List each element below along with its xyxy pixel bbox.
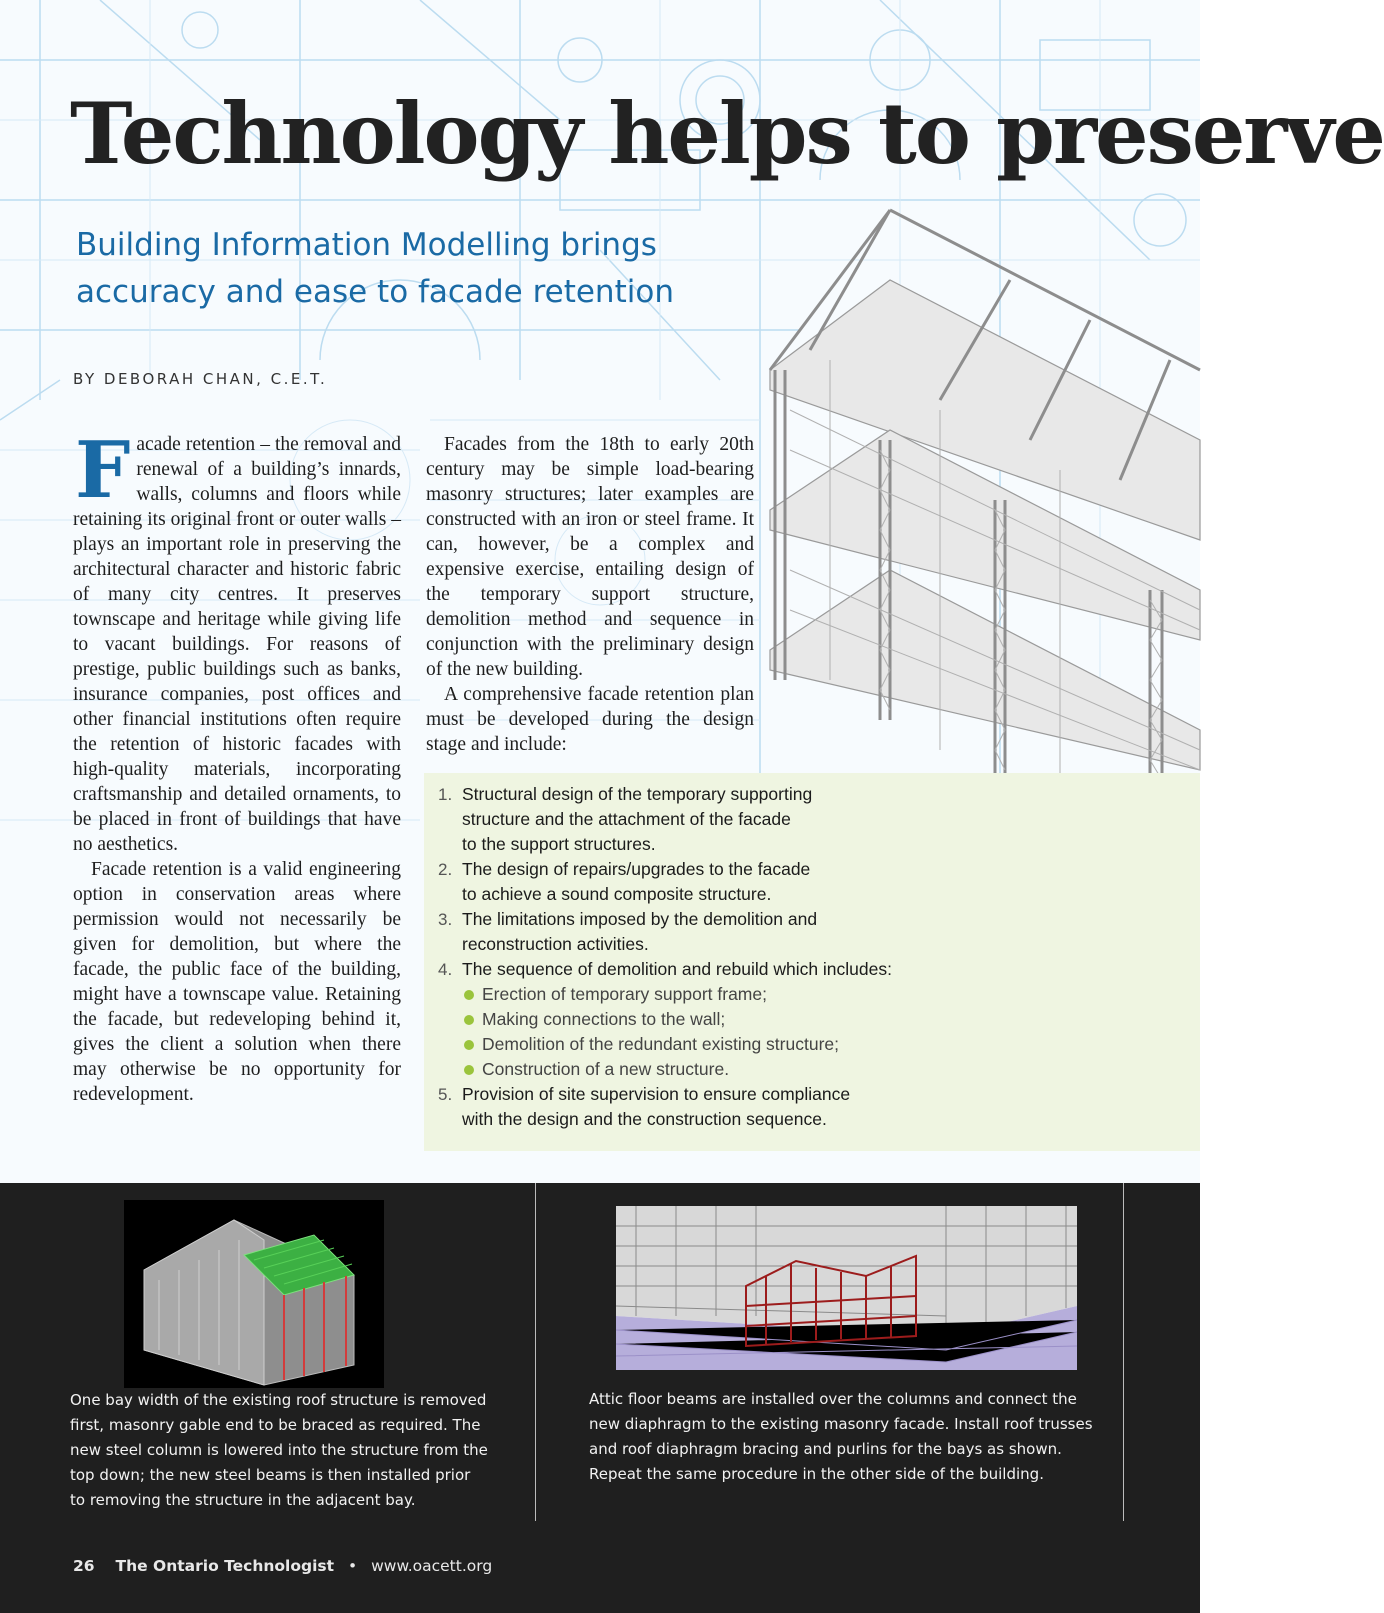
step-text: with the design and the construction sequence. (462, 1109, 827, 1129)
list-item (438, 907, 1098, 957)
magazine-name: The Ontario Technologist (115, 1557, 335, 1575)
bullet-icon (464, 1015, 474, 1025)
subtitle-line-2: accuracy and ease to facade retention (76, 274, 674, 310)
figure-2-bim-model (616, 1206, 1077, 1370)
bullet-icon (464, 1040, 474, 1050)
step-number: 3. (438, 910, 453, 929)
body-column-2 (426, 432, 754, 757)
dropcap: F (75, 425, 131, 516)
subtitle (76, 222, 716, 316)
bullet-icon (464, 990, 474, 1000)
page-number: 26 (73, 1557, 95, 1575)
website-link[interactable]: www.oacett.org (371, 1557, 493, 1575)
figure-1-caption: One bay width of the existing roof structure is removed first, masonry gable end to be braced as required. The new steel column is lowered into the structure from the top down; the new steel beams is then installed prior to removing the structure in the adjacent bay. (70, 1391, 488, 1509)
sub-list-item (462, 1057, 1098, 1082)
sub-item-text: Making connections to the wall; (482, 1009, 726, 1029)
step-number: 1. (438, 785, 453, 804)
step-text: The sequence of demolition and rebuild which includes: (462, 959, 892, 979)
paragraph-4: A comprehensive facade retention plan must be developed during the design stage and include: (426, 684, 754, 755)
subtitle-line-1: Building Information Modelling brings (76, 227, 657, 263)
step-number: 2. (438, 860, 453, 879)
step-number: 4. (438, 960, 453, 979)
sub-item-text: Erection of temporary support frame; (482, 984, 767, 1004)
figure-1-bim-model (124, 1200, 384, 1388)
paragraph-2: Facade retention is a valid engineering option in conservation areas where permission would not necessarily be given for demolition, but where the facade, the public face of the building, might have a townscape value. Retaining the facade, but redeveloping behind it, gives the client a solution when there may otherwise be no opportunity for redevelopment. (73, 859, 401, 1105)
body-column-1 (73, 425, 401, 1107)
sub-item-text: Construction of a new structure. (482, 1059, 730, 1079)
page-footer (73, 1557, 492, 1575)
step-text: to achieve a sound composite structure. (462, 884, 772, 904)
list-item (438, 782, 1098, 857)
retention-plan-steps (438, 782, 1098, 1132)
step-text: Provision of site supervision to ensure compliance (462, 1084, 851, 1104)
paragraph-1 (73, 425, 401, 857)
sub-list-item (462, 1007, 1098, 1032)
byline: BY DEBORAH CHAN, C.E.T. (73, 370, 328, 388)
paragraph-3: Facades from the 18th to early 20th century may be simple load-bearing masonry structures; later examples are constructed with an iron or steel frame. It can, however, be a complex and expensive exercise, entailing design of the temporary support structure, demolition method and sequence in conjunction with the preliminary design of the new building. (426, 434, 754, 680)
step-number: 5. (438, 1085, 453, 1104)
sub-list-item (462, 982, 1098, 1007)
sub-list-item (462, 1032, 1098, 1057)
step-text: structure and the attachment of the facade (462, 809, 791, 829)
page-title: Technology helps to preserve (70, 84, 1384, 183)
list-item (438, 957, 1098, 1082)
step-text: The limitations imposed by the demolition and (462, 909, 818, 929)
step-text: The design of repairs/upgrades to the facade (462, 859, 811, 879)
footer-separator: • (348, 1557, 358, 1575)
divider (535, 1183, 536, 1521)
divider (1123, 1183, 1124, 1521)
sub-list (462, 982, 1098, 1082)
list-item (438, 1082, 1098, 1132)
figure-2-caption: Attic floor beams are installed over the columns and connect the new diaphragm to the existing masonry facade. Install roof trusses and roof diaphragm bracing and purlins for the bays as shown. Repeat the same procedure in the other side of the building. (589, 1390, 1093, 1483)
bullet-icon (464, 1065, 474, 1075)
sub-item-text: Demolition of the redundant existing structure; (482, 1034, 839, 1054)
step-text: to the support structures. (462, 834, 656, 854)
step-text: reconstruction activities. (462, 934, 649, 954)
list-item (438, 857, 1098, 907)
step-text: Structural design of the temporary supporting (462, 784, 813, 804)
paragraph-1-text: acade retention – the removal and renewal of a building’s innards, walls, columns and floors while retaining its original front or outer walls – plays an important role in preserving the architectural character and historic fabric of many city centres. It preserves townscape and heritage while giving life to vacant buildings. For reasons of prestige, public buildings such as banks, insurance companies, post offices and other financial institutions often require the retention of historic facades with high-quality materials, incorporating craftsmanship and detailed ornaments, to be placed in front of buildings that have no aesthetics. (73, 434, 401, 855)
